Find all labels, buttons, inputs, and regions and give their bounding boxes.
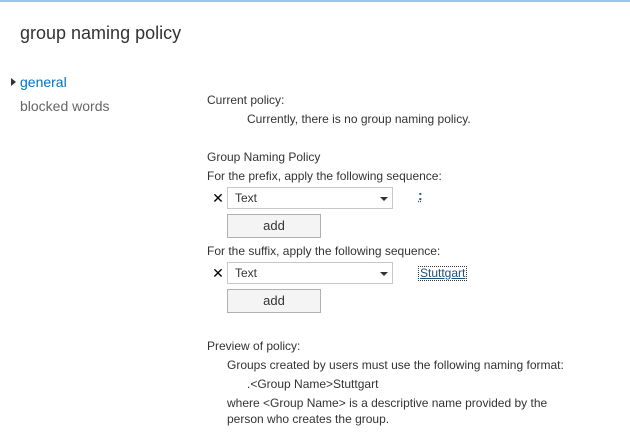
page-title: group naming policy: [20, 23, 182, 43]
nav-item-general[interactable]: [0, 72, 110, 96]
suffix-add-button[interactable]: add: [227, 289, 321, 313]
close-x-icon[interactable]: ✕: [212, 190, 224, 206]
suffix-label: For the suffix, apply the following sequence:: [207, 244, 441, 258]
preview-label: Preview of policy:: [207, 339, 301, 353]
chevron-down-icon: [380, 272, 388, 276]
suffix-text-field[interactable]: Stuttgart: [420, 266, 466, 280]
preview-intro: Groups created by users must use the following naming format:: [227, 358, 564, 372]
nav-item-label: general: [20, 74, 67, 90]
caret-right-icon: [11, 78, 16, 86]
suffix-type-value: Text: [235, 266, 258, 280]
preview-format: .<Group Name>Stuttgart: [247, 377, 379, 391]
chevron-down-icon: [380, 197, 388, 201]
left-nav: [0, 72, 110, 120]
nav-item-label: blocked words: [20, 98, 110, 114]
naming-policy-heading: Group Naming Policy: [207, 150, 321, 164]
suffix-type-select[interactable]: [227, 262, 393, 284]
prefix-text-field[interactable]: :: [418, 187, 423, 203]
current-policy-label: Current policy:: [207, 93, 285, 107]
prefix-add-button[interactable]: add: [227, 214, 321, 238]
close-x-icon[interactable]: ✕: [212, 265, 224, 281]
prefix-label: For the prefix, apply the following sequence:: [207, 169, 442, 183]
prefix-type-value: Text: [235, 191, 258, 205]
preview-note-line1: where <Group Name> is a descriptive name provided by the: [227, 396, 548, 410]
current-policy-value: Currently, there is no group naming policy.: [247, 112, 471, 126]
nav-item-blocked-words[interactable]: [0, 96, 110, 120]
prefix-type-select[interactable]: [227, 187, 393, 209]
preview-note-line2: person who creates the group.: [227, 412, 390, 426]
top-border: [0, 0, 630, 2]
